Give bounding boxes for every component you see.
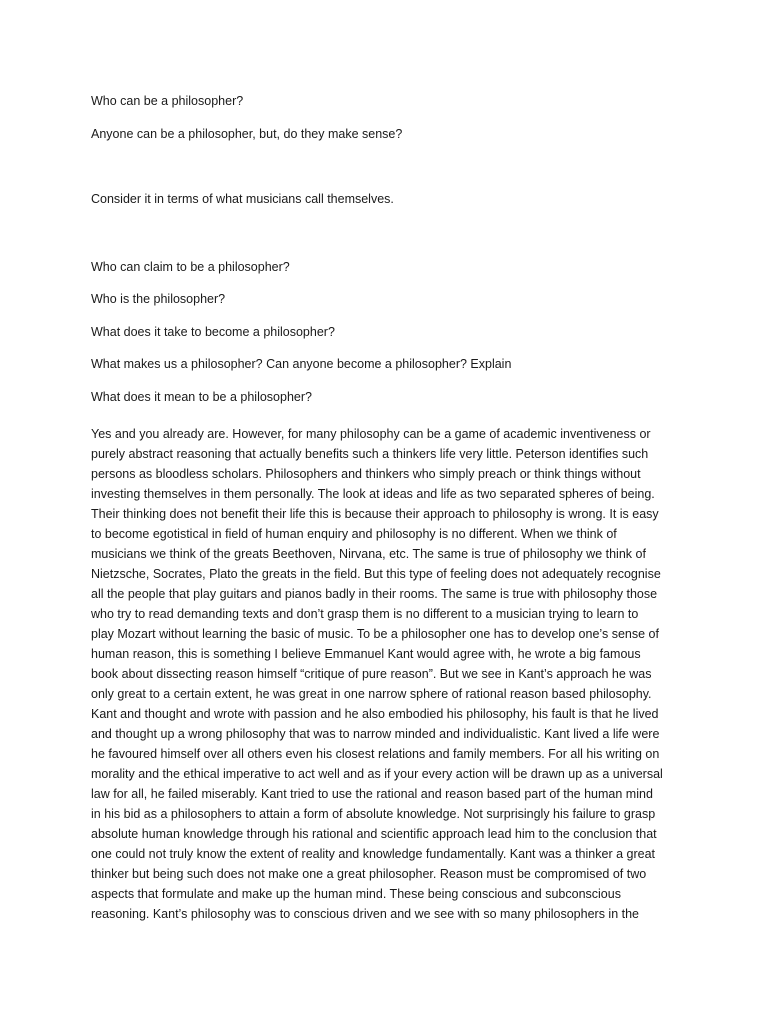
body-line: Yes and you already are. However, for many philosophy can be a game of academic inventiveness or: [91, 427, 651, 441]
body-line: to become egotistical in field of human enquiry and philosophy is no different. When we think of: [91, 527, 617, 541]
statement-anyone-can-be: Anyone can be a philosopher, but, do they make sense?: [91, 127, 403, 141]
body-line: Nietzsche, Socrates, Plato the greats in the field. But this type of feeling does not adequately recognise: [91, 567, 661, 581]
body-line: he favoured himself over all others even his closest relations and family members. For all his writing on: [91, 747, 660, 761]
body-line: law for all, he failed miserably. Kant tried to use the rational and reason based part of the human mind: [91, 787, 653, 801]
body-line: aspects that formulate and make up the human mind. These being conscious and subconscious: [91, 887, 621, 901]
body-line: thinker but being such does not make one a great philosopher. Reason must be compromised of two: [91, 867, 647, 881]
body-line: who try to read demanding texts and don’t grasp them is no different to a musician trying to learn to: [91, 607, 639, 621]
body-line: persons as bloodless scholars. Philosophers and thinkers who simply preach or think things without: [91, 467, 641, 481]
question-what-does-it-mean: What does it mean to be a philosopher?: [91, 390, 312, 404]
body-line: absolute human knowledge through his rational and scientific approach lead him to the conclusion that: [91, 827, 657, 841]
body-line: human reason, this is something I believe Emmanuel Kant would agree with, he wrote a big famous: [91, 647, 641, 661]
body-paragraph: [91, 424, 691, 924]
body-line: musicians we think of the greats Beethoven, Nirvana, etc. The same is true of philosophy we think of: [91, 547, 646, 561]
body-line: purely abstract reasoning that actually benefits such a thinkers life very little. Peterson identifies such: [91, 447, 649, 461]
body-line: book about dissecting reason himself “critique of pure reason”. But we see in Kant’s approach he was: [91, 667, 652, 681]
body-line: Kant and thought and wrote with passion and he also embodied his philosophy, his fault is that he lived: [91, 707, 659, 721]
body-line: play Mozart without learning the basic of music. To be a philosopher one has to develop one’s sense of: [91, 627, 659, 641]
question-who-can-be: Who can be a philosopher?: [91, 94, 244, 108]
question-who-is: Who is the philosopher?: [91, 292, 226, 306]
body-line: in his bid as a philosophers to attain a form of absolute knowledge. Not surprisingly his failure to grasp: [91, 807, 656, 821]
question-who-can-claim: Who can claim to be a philosopher?: [91, 260, 290, 274]
body-line: investing themselves in them personally. The look at ideas and life as two separated spheres of being.: [91, 487, 655, 501]
body-line: all the people that play guitars and pianos badly in their rooms. The same is true with philosophy those: [91, 587, 658, 601]
body-line: Their thinking does not benefit their life this is because their approach to philosophy is wrong. It is easy: [91, 507, 659, 521]
body-line: one could not truly know the extent of reality and knowledge fundamentally. Kant was a thinker a great: [91, 847, 655, 861]
statement-musicians: Consider it in terms of what musicians call themselves.: [91, 192, 394, 206]
body-line: reasoning. Kant’s philosophy was to conscious driven and we see with so many philosophers in the: [91, 907, 640, 921]
body-line: morality and the ethical imperative to act well and as if your every action will be drawn up as a universal: [91, 767, 663, 781]
question-what-does-it-take: What does it take to become a philosopher?: [91, 325, 335, 339]
body-line: and thought up a wrong philosophy that was to narrow minded and individualistic. Kant lived a life were: [91, 727, 660, 741]
body-line: only great to a certain extent, he was great in one narrow sphere of rational reason based philosophy.: [91, 687, 652, 701]
question-what-makes-us: What makes us a philosopher? Can anyone become a philosopher? Explain: [91, 357, 512, 371]
